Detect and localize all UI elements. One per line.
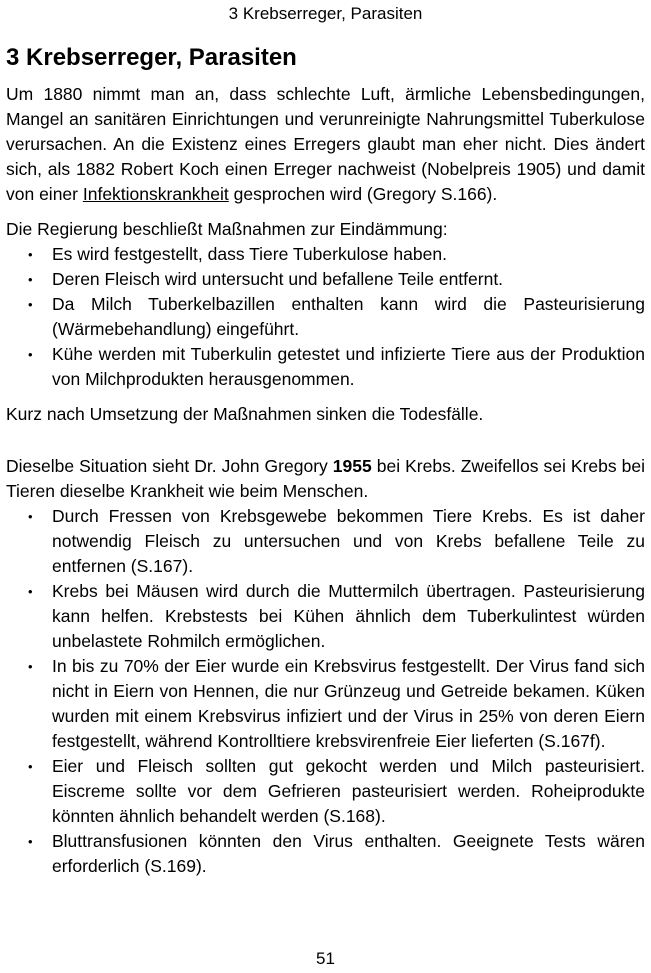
result-paragraph: Kurz nach Umsetzung der Maßnahmen sinken die Todesfälle. <box>6 404 484 424</box>
measures-intro: Die Regierung beschließt Maßnahmen zur Eindämmung: <box>6 219 448 239</box>
gregory-list <box>6 504 645 879</box>
gregory-paragraph: Dieselbe Situation sieht Dr. John Gregory 1955 bei Krebs. Zweifellos sei Krebs bei Tieren dieselbe Krankheit wie beim Menschen. <box>6 456 646 501</box>
intro-paragraph <box>6 82 645 207</box>
measures-list <box>6 242 645 392</box>
list-item: • Bluttransfusionen könnten den Virus enthalten. Geeignete Tests wären erforderlich (S.169). <box>28 831 645 876</box>
list-item: • Kühe werden mit Tuberkulin getestet und infizierte Tiere aus der Produktion von Milchprodukten herausgenommen. <box>28 344 645 389</box>
section-title: 3 Krebserreger, Parasiten <box>6 44 297 71</box>
list-item: • Deren Fleisch wird untersucht und befallene Teile entfernt. <box>6 267 645 292</box>
list-item: • Es wird festgestellt, dass Tiere Tuberkulose haben. <box>6 242 645 267</box>
intro-text-end: gesprochen wird (Gregory S.166). <box>228 184 498 204</box>
bullet-icon: • <box>28 297 33 312</box>
year-emphasis: 1955 <box>332 456 372 476</box>
list-item: • Eier und Fleisch sollten gut gekocht werden und Milch pasteurisiert. Eiscreme sollte vor dem Gefrieren pasteurisiert werden. Roheiprodukte könnten ähnlich behandelt werden (S.168). <box>28 756 645 826</box>
intro-text: Um 1880 nimmt man an, dass schlechte Luft, ärmliche Lebensbedingungen, Mangel an sanitären Einrichtungen und verunreinigte Nahrungsmittel Tuberkulose verursachen. An die Existenz eines Erregers glaubt man eher nicht. Dies ändert sich, als 1882 Robert Koch einen Erreger nachweist (Nobelpreis 1905) und damit von einer <box>6 84 645 204</box>
list-item: • Durch Fressen von Krebsgewebe bekommen Tiere Krebs. Es ist daher notwendig Fleisch zu untersuchen und von Krebs befallene Teile zu entfernen (S.167). <box>28 506 645 576</box>
bullet-icon: • <box>28 247 33 262</box>
bullet-icon: • <box>28 659 33 674</box>
running-header: 3 Krebserreger, Parasiten <box>228 4 423 23</box>
infektionskrankheit-link[interactable]: Infektionskrankheit <box>82 184 229 204</box>
bullet-icon: • <box>28 834 33 849</box>
list-item: • Da Milch Tuberkelbazillen enthalten kann wird die Pasteurisierung (Wärmebehandlung) eingeführt. <box>28 294 645 339</box>
bullet-icon: • <box>28 759 33 774</box>
bullet-icon: • <box>28 584 33 599</box>
page-content <box>6 43 645 879</box>
list-item: • In bis zu 70% der Eier wurde ein Krebsvirus festgestellt. Der Virus fand sich nicht in Eiern von Hennen, die nur Grünzeug und Getreide bekamen. Küken wurden mit einem Krebsvirus infiziert und der Virus in 25% von deren Eiern festgestellt, während Kontrolltiere krebsvirenfreie Eier lieferten (S.167f). <box>28 656 645 751</box>
bullet-icon: • <box>28 509 33 524</box>
bullet-icon: • <box>28 272 33 287</box>
bullet-icon: • <box>28 347 33 362</box>
list-item: • Krebs bei Mäusen wird durch die Muttermilch übertragen. Pasteurisierung kann helfen. Krebstests bei Kühen ähnlich dem Tuberkulintest würden unbelastete Rohmilch ermöglichen. <box>28 581 645 651</box>
page-number: 51 <box>316 949 335 968</box>
